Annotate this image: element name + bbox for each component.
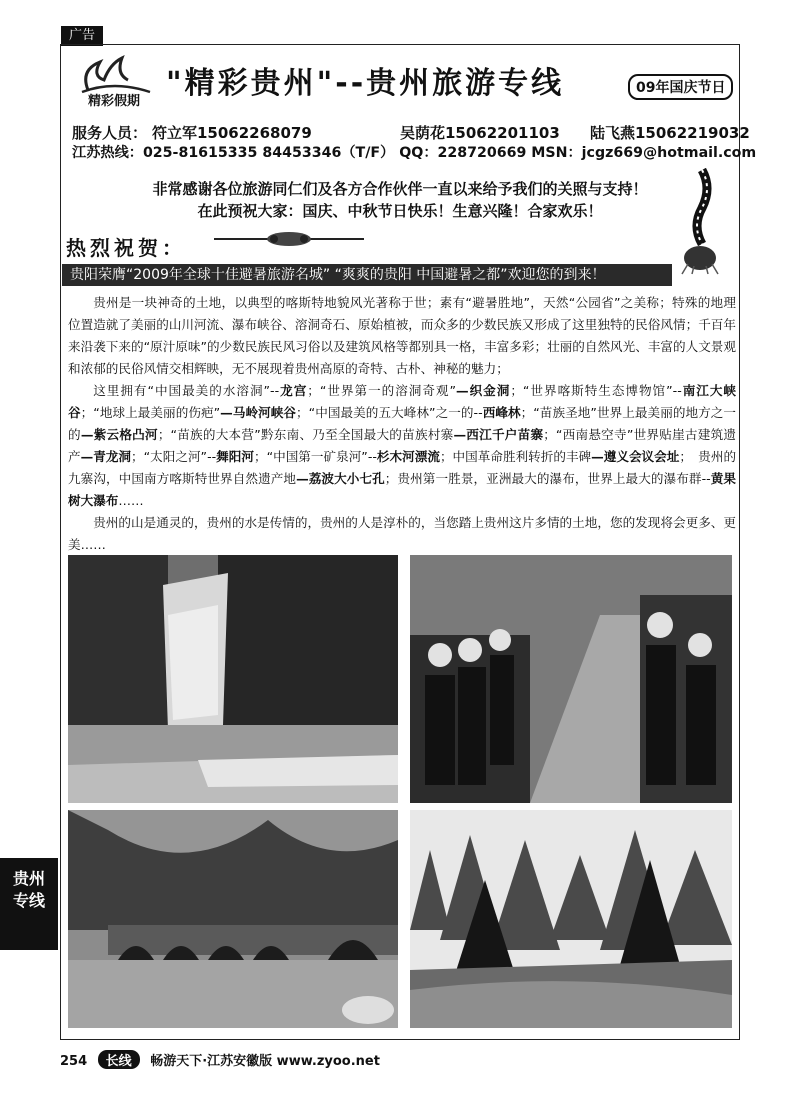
text-segment: ； 贵州的九寨沟，中国南方喀斯特世界自然遗产地: [68, 449, 737, 486]
ad-tag: 广告: [61, 26, 103, 46]
footer-text: 畅游天下·江苏安徽版 www.zyoo.net: [150, 1054, 380, 1069]
text-segment: ；“太阳之河”--: [131, 449, 217, 464]
highlight-place: —紫云格凸河: [80, 427, 158, 442]
side-tab-line-1: 贵州: [12, 869, 45, 888]
side-tab: [0, 858, 58, 950]
text-segment: 这里拥有“中国最美的水溶洞”--: [93, 383, 280, 398]
highlight-place: 舞阳河: [216, 449, 254, 464]
highlight-place: 南江大峡谷: [68, 383, 737, 420]
karst-peaks-photo: [410, 810, 732, 1028]
page-number: 254: [60, 1054, 88, 1069]
highlight-place: 杉木河漂流: [376, 449, 440, 464]
text-segment: ；“世界喀斯特生态博物馆”--: [510, 383, 682, 398]
honor-banner: 贵阳荣膺“2009年全球十佳避暑旅游名城” “爽爽的贵阳 中国避暑之都”欢迎您的到来！: [62, 264, 672, 286]
text-segment: ；贵州第一胜景，亚洲最大的瀑布，世界上最大的瀑布群--: [384, 471, 711, 486]
highlight-place: 黄果树大瀑布: [68, 471, 737, 508]
highlight-place: 西峰林: [482, 405, 521, 420]
miao-festival-photo: [410, 555, 732, 803]
brand-logo: [70, 50, 160, 108]
intro-text: [68, 292, 736, 556]
lantern-icon: [672, 168, 728, 276]
page-title: "精彩贵州"--贵州旅游专线: [166, 66, 565, 101]
hotline: 江苏热线：025-81615335 84453346（T/F） QQ：228720669 MSN：jcgz669@hotmail.com: [72, 145, 757, 161]
highlight-place: —织金洞: [456, 383, 511, 398]
date-badge: 09年国庆节日: [628, 74, 733, 100]
staff-contact-3: 陆飞燕15062219032: [590, 124, 750, 142]
highlight-place: —遵义会议会址: [591, 449, 680, 464]
highlight-place: —西江千户苗寨: [453, 427, 544, 442]
ornament-divider: [214, 230, 364, 248]
highlight-place: —荔波大小七孔: [296, 471, 385, 486]
thanks-line-2: 在此预祝大家：国庆、中秋节日快乐！生意兴隆！合家欢乐！: [197, 202, 603, 220]
waterfall-photo: [68, 555, 398, 803]
highlight-place: —马岭河峡谷: [220, 405, 297, 420]
thanks-line-1: 非常感谢各位旅游同仁们及各方合作伙伴一直以来给予我们的关照与支持！: [152, 180, 648, 198]
text-segment: ；“西南悬空寺”世界贴崖古建筑遗产: [68, 427, 737, 464]
page-footer: [60, 1050, 380, 1069]
staff-label: 服务人员：: [72, 124, 148, 142]
text-segment: ；“苗族的大本营”黔东南、乃至全国最大的苗族村寨: [157, 427, 454, 442]
staff-contact-1: 符立军15062268079: [152, 124, 312, 142]
celebrate-heading: 热烈祝贺：: [66, 236, 186, 260]
paragraph-2: [68, 380, 736, 512]
logo-text: 精彩假期: [87, 94, 141, 108]
text-segment: ；“世界第一的溶洞奇观”: [307, 383, 457, 398]
highlight-place: 龙宫: [279, 383, 308, 398]
highlight-place: —青龙洞: [80, 449, 132, 464]
stone-bridge-photo: [68, 810, 398, 1028]
text-segment: ；“中国最美的五大峰林”之一的--: [296, 405, 483, 420]
section-pill: 长线: [98, 1050, 140, 1069]
paragraph-3: 贵州的山是通灵的，贵州的水是传情的，贵州的人是淳朴的，当您踏上贵州这片多情的土地，您的发现将会更多、更美……: [68, 515, 736, 552]
paragraph-1: 贵州是一块神奇的土地，以典型的喀斯特地貌风光著称于世；素有“避暑胜地”，天然“公园省”之美称；特殊的地理位置造就了美丽的山川河流、瀑布峡谷、溶洞奇石、原始植被，而众多的少数民族又形成了这里独特的民俗风情；千百年来沿袭下来的“原汁原味”的少数民族民风习俗以及建筑风格等都别具一格，丰富多彩；壮丽的自然风光、丰富的人文景观和浓郁的民俗风情交相辉映，无不展现着贵州高原的奇特、古朴、神秘的魅力；: [68, 295, 736, 376]
text-segment: ……: [118, 493, 144, 508]
text-segment: ；“中国第一矿泉河”--: [253, 449, 377, 464]
text-segment: ；“苗族圣地”世界上最美丽的地方之一的: [68, 405, 737, 442]
staff-contact-2: 吴荫花15062201103: [400, 124, 560, 142]
side-tab-line-2: 专线: [12, 891, 45, 910]
text-segment: ；“地球上最美丽的伤疤”: [80, 405, 221, 420]
text-segment: ；中国革命胜利转折的丰碑: [439, 449, 592, 464]
